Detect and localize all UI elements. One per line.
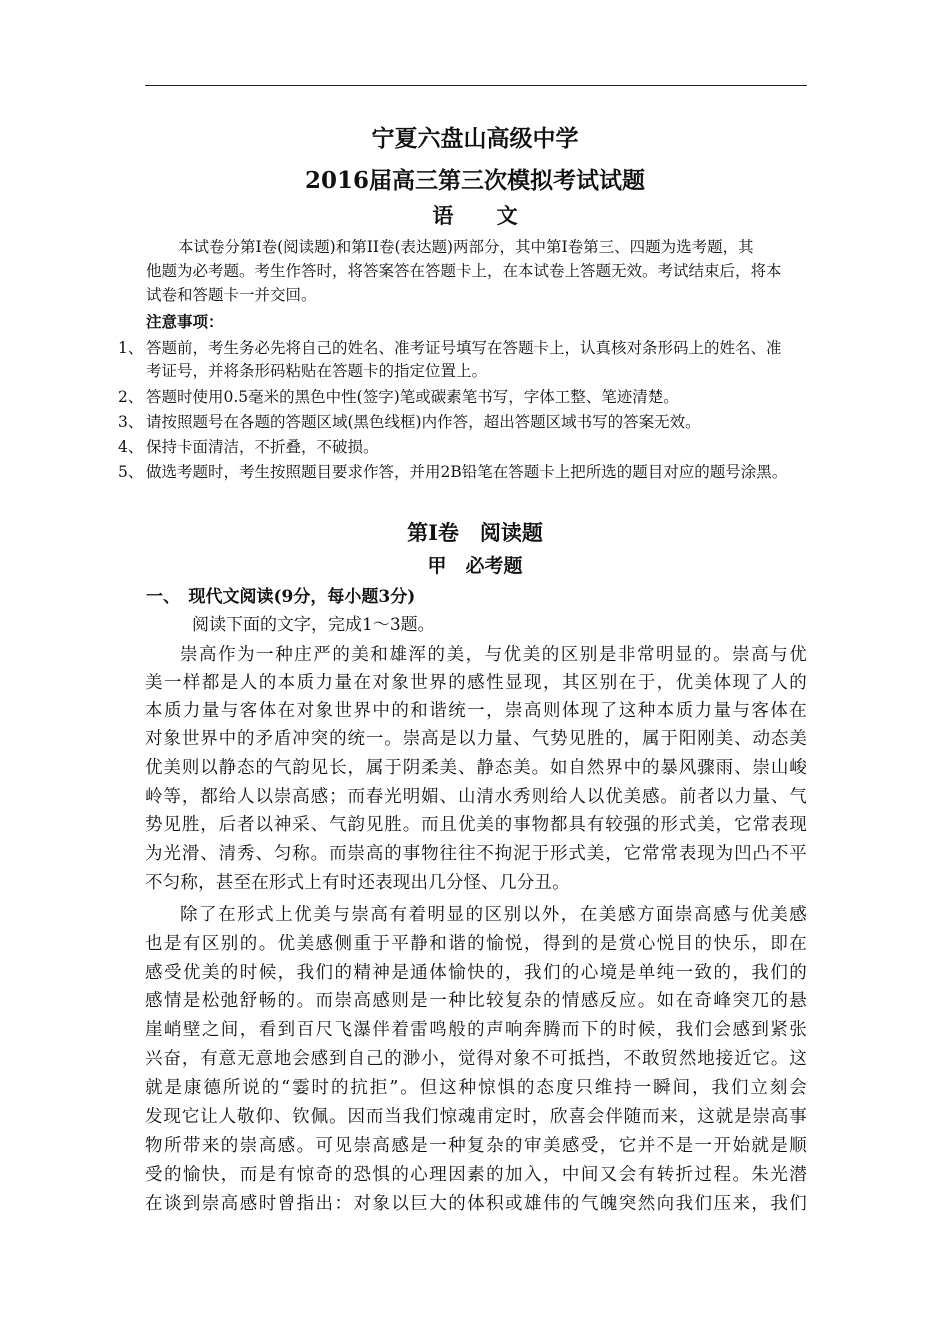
question-heading: 一、 现代文阅读(9分，每小题3分) [146,587,416,607]
notice-item: 答题时使用0.5毫米的黑色中性(签字)笔或碳素笔书写，字体工整、笔迹清楚。 [146,388,679,406]
passage-line: 势见胜，后者以神采、气韵见胜。而且优美的事物都具有较强的形式美，它常表现 [145,815,807,835]
intro-line: 本试卷分第Ⅰ卷(阅读题)和第ⅠI卷(表达题)两部分，其中第Ⅰ卷第三、四题为选考题，其 [178,238,754,256]
header-rule [145,85,807,86]
intro-line: 他题为必考题。考生作答时，将答案答在答题卡上，在本试卷上答题无效。考试结束后，将本 [146,262,782,280]
notice-number: 1、 [118,339,144,357]
passage-line: 崇高作为一种庄严的美和雄浑的美，与优美的区别是非常明显的。崇高与优 [180,645,807,665]
passage-line: 在谈到崇高感时曾指出：对象以巨大的体积或雄伟的气魄突然向我们压来，我们 [145,1194,807,1214]
passage-line: 本质力量与客体在对象世界中的和谐统一，崇高则体现了这种本质力量与客体在 [145,701,807,721]
reading-instruction: 阅读下面的文字，完成1～3题。 [192,615,435,635]
notice-number: 5、 [118,463,144,481]
notice-number: 4、 [118,438,144,456]
passage-line: 兴奋，有意无意地会感到自己的渺小，觉得对象不可抵挡，不敢贸然地接近它。这 [145,1049,807,1069]
passage-line: 崖峭壁之间，看到百尺飞瀑伴着雷鸣般的声响奔腾而下的时候，我们会感到紧张 [145,1020,807,1040]
notice-item: 做选考题时，考生按照题目要求作答，并用2B铅笔在答题卡上把所选的题目对应的题号涂黑。 [146,463,788,481]
subject-title: 语 文 [432,203,536,228]
intro-line: 试卷和答题卡一并交回。 [146,286,317,304]
exam-title: 2016届高三第三次模拟考试试题 [304,167,645,194]
passage-line: 物所带来的崇高感。可见崇高感是一种复杂的审美感受，它并不是一开始就是顺 [145,1136,807,1156]
notice-item: 请按照题号在各题的答题区域(黑色线框)内作答，超出答题区域书写的答案无效。 [146,413,701,431]
passage-line: 为光滑、清秀、匀称。而崇高的事物往往不拘泥于形式美，它常常表现为凹凸不平 [145,844,807,864]
passage-line: 受的愉快，而是有惊奇的恐惧的心理因素的加入，中间又会有转折过程。朱光潜 [145,1165,807,1185]
school-title: 宁夏六盘山高级中学 [371,125,579,152]
notice-number: 2、 [118,388,144,406]
passage-line: 美一样都是人的本质力量在对象世界的感性显现，其区别在于，优美体现了人的 [145,673,807,693]
passage-line: 感受优美的时候，我们的精神是通体愉快的，我们的心境是单纯一致的，我们的 [145,963,807,983]
volume-title: 第Ⅰ卷 阅读题 [407,520,543,545]
passage-line: 不匀称，甚至在形式上有时还表现出几分怪、几分丑。 [145,873,570,893]
part-title: 甲 必考题 [427,555,523,577]
notice-item: 答题前，考生务必先将自己的姓名、准考证号填写在答题卡上，认真核对条形码上的姓名、准 [146,339,782,357]
notice-number: 3、 [118,413,144,431]
passage-line: 对象世界中的矛盾冲突的统一。崇高是以力量、气势见胜的，属于阳刚美、动态美 [145,729,807,749]
passage-line: 发现它让人敬仰、钦佩。因而当我们惊魂甫定时，欣喜会伴随而来，这就是崇高事 [145,1107,807,1127]
passage-line: 优美则以静态的气韵见长，属于阴柔美、静态美。如自然界中的暴风骤雨、崇山峻 [145,758,807,778]
notice-heading: 注意事项： [146,312,224,331]
passage-line: 也是有区别的。优美感侧重于平静和谐的愉悦，得到的是赏心悦目的快乐，即在 [145,934,807,954]
notice-item: 保持卡面清洁，不折叠，不破损。 [146,438,379,456]
passage-line: 就是康德所说的“霎时的抗拒”。但这种惊惧的态度只维持一瞬间，我们立刻会 [145,1078,807,1098]
passage-line: 岭等，都给人以崇高感；而春光明媚、山清水秀则给人以优美感。前者以力量、气 [145,787,807,807]
passage-line: 除了在形式上优美与崇高有着明显的区别以外，在美感方面崇高感与优美感 [180,905,807,925]
passage-line: 感情是松弛舒畅的。而崇高感则是一种比较复杂的情感反应。如在奇峰突兀的悬 [145,991,807,1011]
notice-item: 考证号，并将条形码粘贴在答题卡的指定位置上。 [146,362,488,380]
